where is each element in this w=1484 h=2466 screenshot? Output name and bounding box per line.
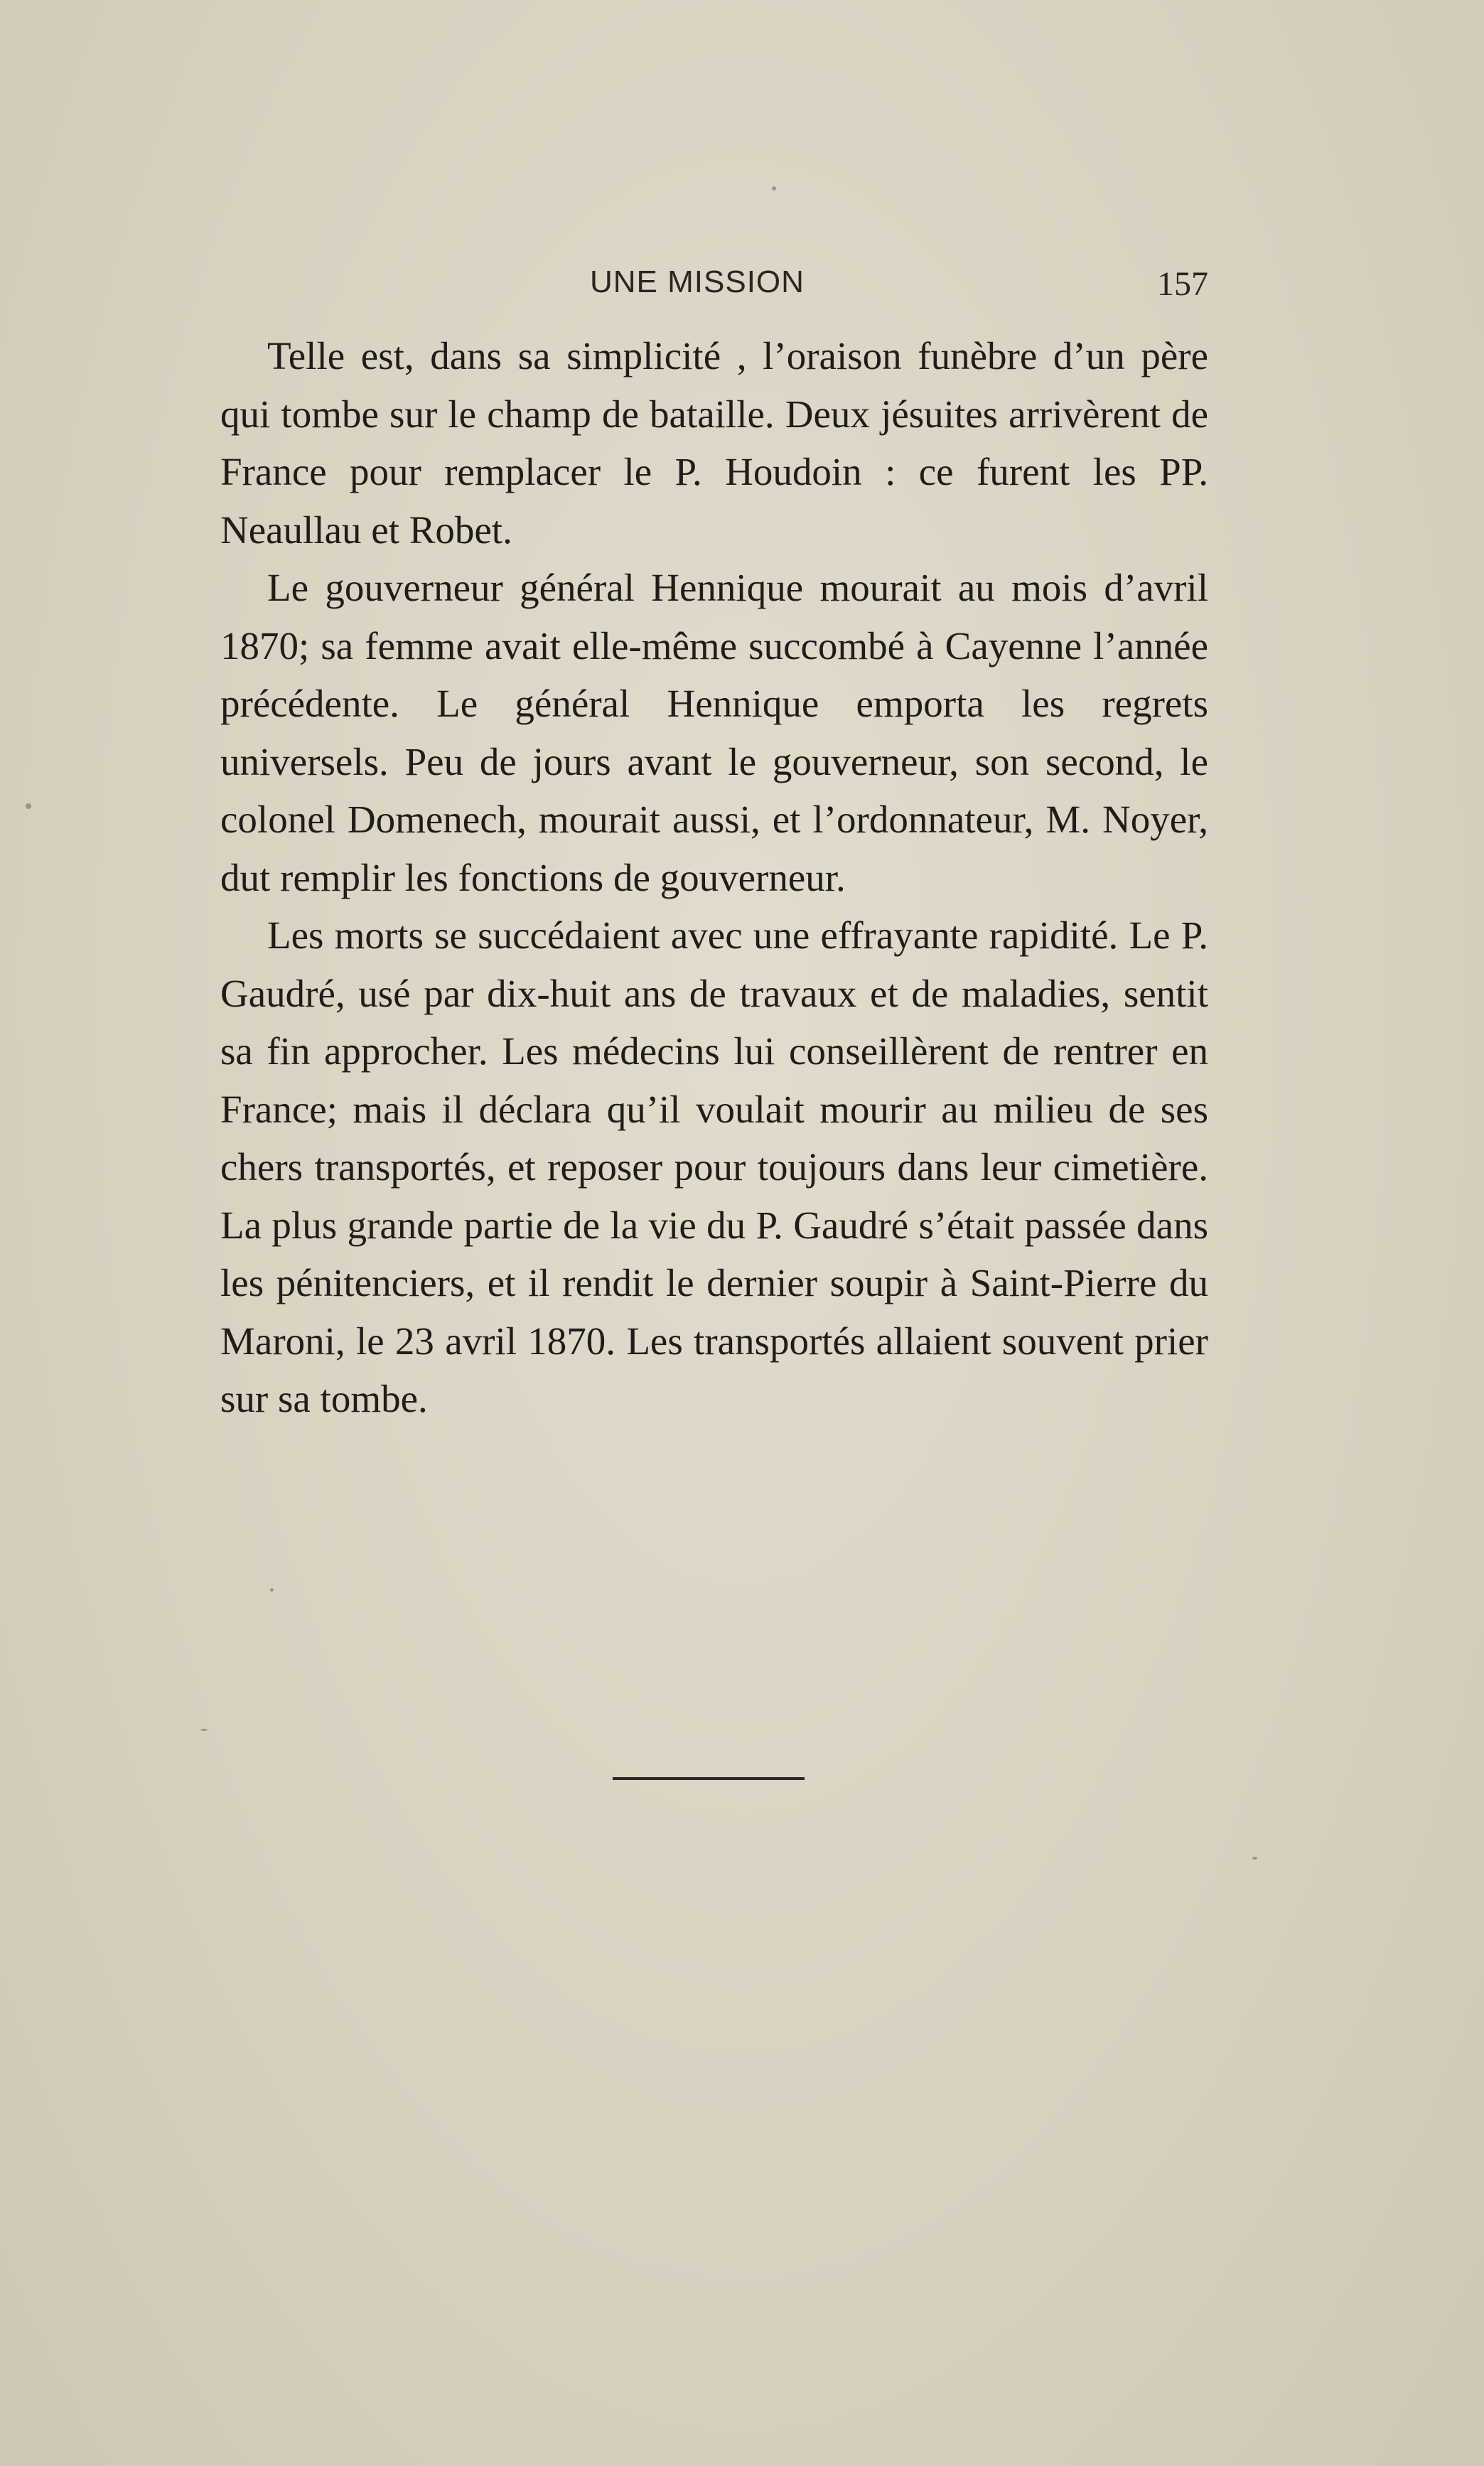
page-number: 157 bbox=[1157, 265, 1208, 303]
paper-speck bbox=[200, 1729, 208, 1731]
running-title: UNE MISSION bbox=[590, 264, 805, 299]
paper-speck bbox=[26, 803, 31, 809]
paper-speck bbox=[1252, 1857, 1257, 1860]
body-text bbox=[220, 327, 1208, 1428]
paragraph: Le gouverneur général Hennique mourait au mois d’avril 1870; sa femme avait elle-même succombé à Cayenne l’année précédente. Le général Hennique emporta les regrets universels. Peu de jours avant le gouverneur, son second, le colonel Domenech, mourait aussi, et l’ordonnateur, M. Noyer, dut remplir les fonctions de gouverneur. bbox=[220, 566, 1208, 899]
paper-speck bbox=[270, 1588, 274, 1592]
paragraph: Telle est, dans sa simplicité , l’oraison funèbre d’un père qui tombe sur le champ de bataille. Deux jésuites arrivèrent de France pour remplacer le P. Houdoin : ce furent les PP. Neaullau et Robet. bbox=[220, 334, 1208, 552]
running-head bbox=[220, 264, 1208, 307]
paper-speck bbox=[772, 186, 776, 191]
end-rule bbox=[613, 1777, 805, 1780]
paragraph: Les morts se succédaient avec une effrayante rapidité. Le P. Gaudré, usé par dix-huit ans de travaux et de maladies, sentit sa fin approcher. Les médecins lui conseillèrent de rentrer en France; mais il déclara qu’il voulait mourir au milieu de ses chers transportés, et reposer pour toujours dans leur cimetière. La plus grande partie de la vie du P. Gaudré s’était passée dans les pénitenciers, et il rendit le dernier soupir à Saint-Pierre du Maroni, le 23 avril 1870. Les transportés allaient souvent prier sur sa tombe. bbox=[220, 913, 1208, 1420]
